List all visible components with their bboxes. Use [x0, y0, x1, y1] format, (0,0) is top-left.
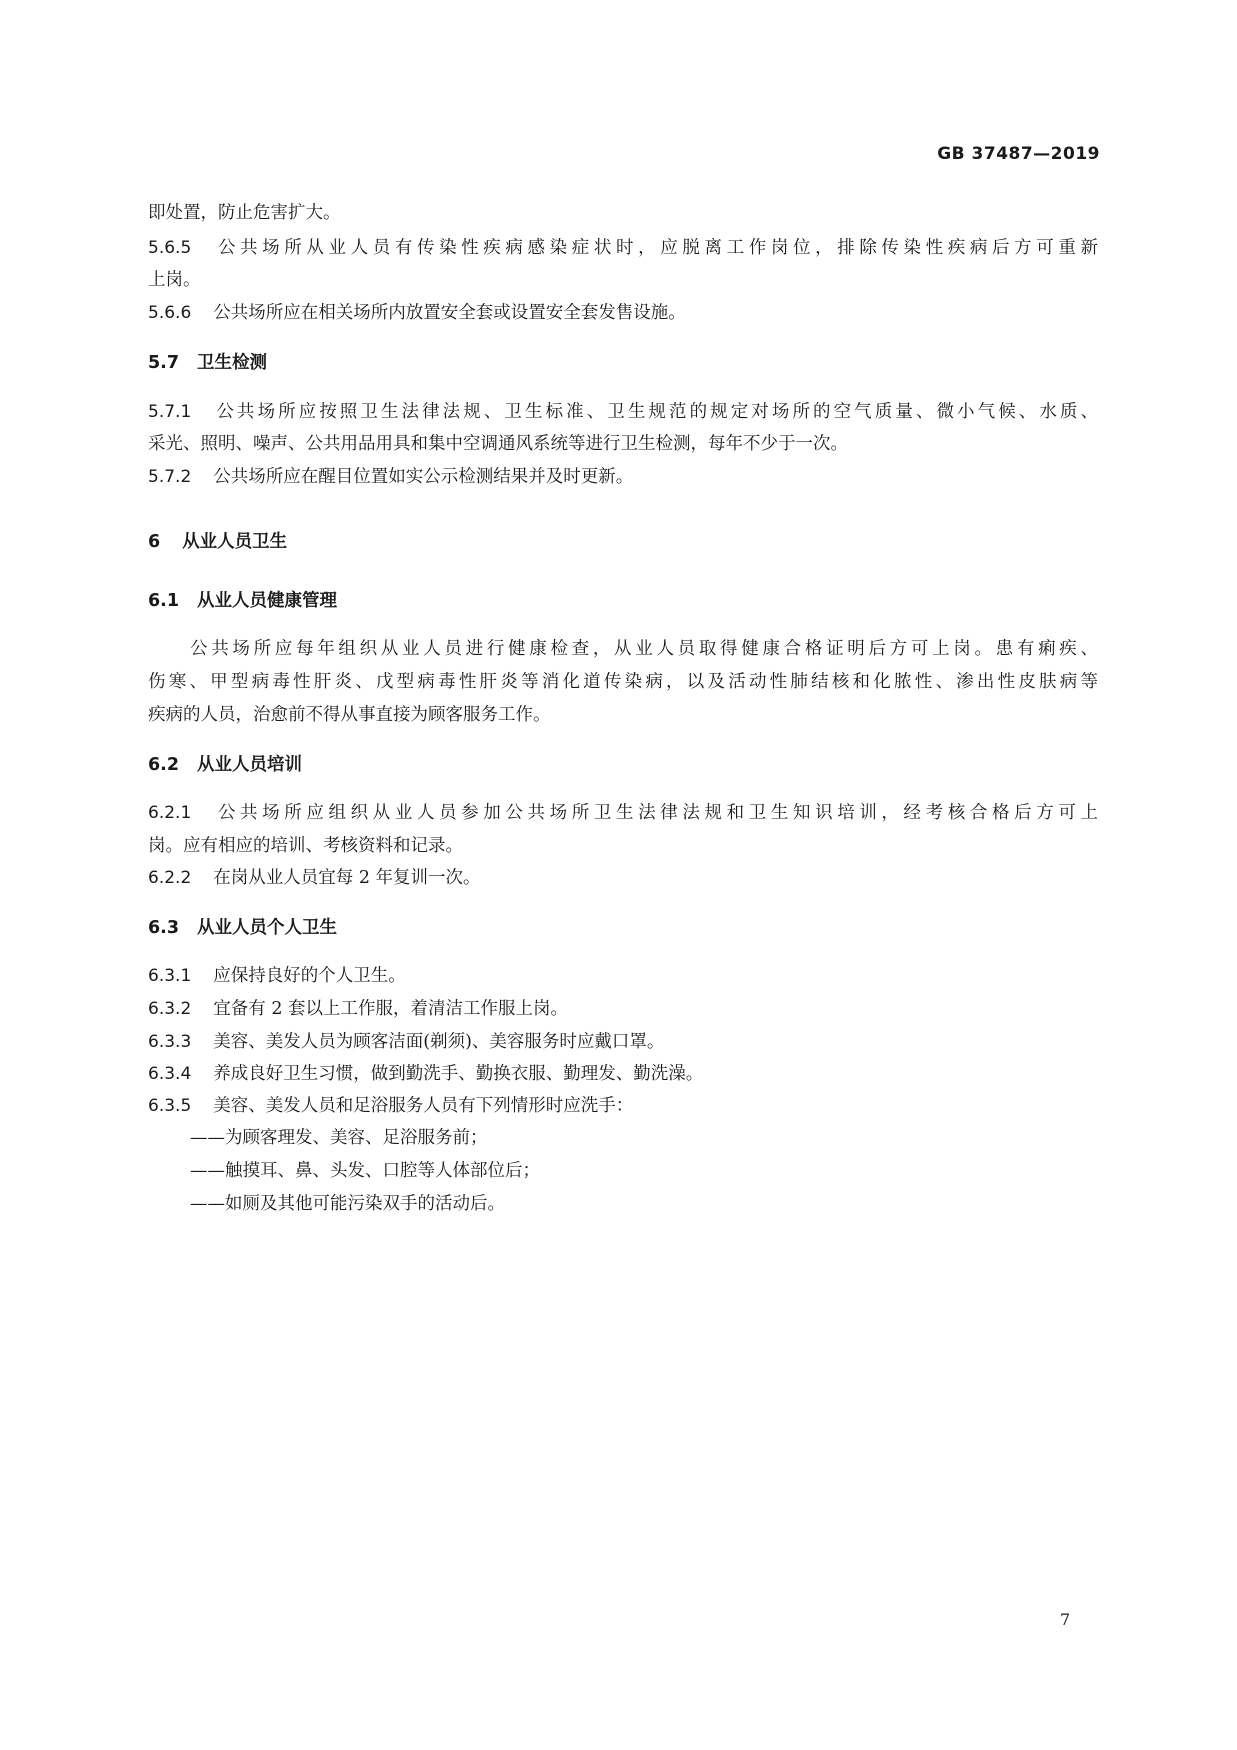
clause-number: 6.3.1: [148, 966, 192, 986]
section-title: 从业人员健康管理: [197, 591, 338, 611]
chapter-heading-6: [148, 534, 287, 552]
clause-6-3-3: [148, 1034, 664, 1052]
section-heading-6-1: [148, 593, 337, 611]
section-title: 从业人员个人卫生: [197, 918, 338, 938]
clause-6-3-1: [148, 968, 406, 986]
section-number: 6.1: [148, 591, 180, 611]
clause-6-3-4: [148, 1066, 703, 1084]
clause-text: 养成良好卫生习惯，做到勤洗手、勤换衣服、勤理发、勤洗澡。: [213, 1064, 704, 1084]
clause-number: 6.2.2: [148, 868, 192, 888]
clause-5-6-5-line2: 上岗。: [148, 270, 201, 290]
clause-6-2-2: [148, 870, 481, 888]
clause-text: 公共场所应在相关场所内放置安全套或设置安全套发售设施。: [213, 303, 686, 323]
clause-5-6-6: [148, 305, 686, 323]
clause-number: 6.2.1: [148, 803, 192, 823]
clause-text: 公共场所从业人员有传染性疾病感染症状时，应脱离工作岗位，排除传染性疾病后方可重新: [213, 238, 1098, 258]
section-heading-6-2: [148, 757, 302, 775]
clause-6-3-2: [148, 1001, 568, 1019]
clause-number: 5.7.1: [148, 402, 192, 422]
clause-text: 美容、美发人员为顾客洁面(剃须)、美容服务时应戴口罩。: [213, 1032, 665, 1052]
standard-code: GB 37487—2019: [937, 144, 1100, 164]
clause-5-6-5: [148, 240, 1098, 258]
section-number: 6.2: [148, 755, 180, 775]
section-title: 从业人员培训: [197, 755, 303, 775]
list-item: ——如厕及其他可能污染双手的活动后。: [190, 1194, 505, 1214]
section-title: 卫生检测: [197, 353, 268, 373]
clause-text: 公共场所应组织从业人员参加公共场所卫生法律法规和卫生知识培训，经考核合格后方可上: [213, 803, 1098, 823]
clause-5-7-1-line2: 采光、照明、噪声、公共用品用具和集中空调通风系统等进行卫生检测，每年不少于一次。: [148, 434, 848, 454]
clause-number: 5.6.5: [148, 238, 192, 258]
clause-5-7-1: [148, 404, 1098, 422]
clause-number: 5.7.2: [148, 467, 192, 487]
clause-text: 宜备有 2 套以上工作服，着清洁工作服上岗。: [213, 999, 569, 1019]
clause-5-7-2: [148, 469, 633, 487]
section-number: 6.3: [148, 918, 180, 938]
chapter-number: 6: [148, 532, 161, 552]
chapter-title: 从业人员卫生: [182, 532, 288, 552]
list-item: ——为顾客理发、美容、足浴服务前；: [190, 1128, 488, 1148]
clause-6-3-5: [148, 1098, 633, 1116]
section-heading-5-7: [148, 355, 267, 373]
page-number: 7: [1060, 1610, 1071, 1629]
section-number: 5.7: [148, 353, 180, 373]
clause-number: 6.3.3: [148, 1032, 192, 1052]
clause-number: 5.6.6: [148, 303, 192, 323]
list-item: ——触摸耳、鼻、头发、口腔等人体部位后；: [190, 1161, 540, 1181]
clause-text: 公共场所应在醒目位置如实公示检测结果并及时更新。: [213, 467, 634, 487]
clause-number: 6.3.4: [148, 1064, 192, 1084]
paragraph-6-1-line2: 伤寒、甲型病毒性肝炎、戊型病毒性肝炎等消化道传染病，以及活动性肺结核和化脓性、渗出性皮肤病等: [148, 672, 1098, 692]
paragraph-6-1-line1: 公共场所应每年组织从业人员进行健康检查，从业人员取得健康合格证明后方可上岗。患有痢疾、: [190, 639, 1098, 659]
clause-6-2-1-line2: 岗。应有相应的培训、考核资料和记录。: [148, 836, 463, 856]
clause-number: 6.3.2: [148, 999, 192, 1019]
clause-text: 在岗从业人员宜每 2 年复训一次。: [213, 868, 481, 888]
clause-text: 应保持良好的个人卫生。: [213, 966, 406, 986]
paragraph-6-1-line3: 疾病的人员，治愈前不得从事直接为顾客服务工作。: [148, 705, 551, 725]
clause-text: 公共场所应按照卫生法律法规、卫生标准、卫生规范的规定对场所的空气质量、微小气候、水质、: [213, 402, 1098, 422]
clause-text: 美容、美发人员和足浴服务人员有下列情形时应洗手：: [213, 1096, 634, 1116]
section-heading-6-3: [148, 920, 337, 938]
clause-number: 6.3.5: [148, 1096, 192, 1116]
paragraph-continuation: 即处置，防止危害扩大。: [148, 203, 341, 223]
clause-6-2-1: [148, 805, 1098, 823]
